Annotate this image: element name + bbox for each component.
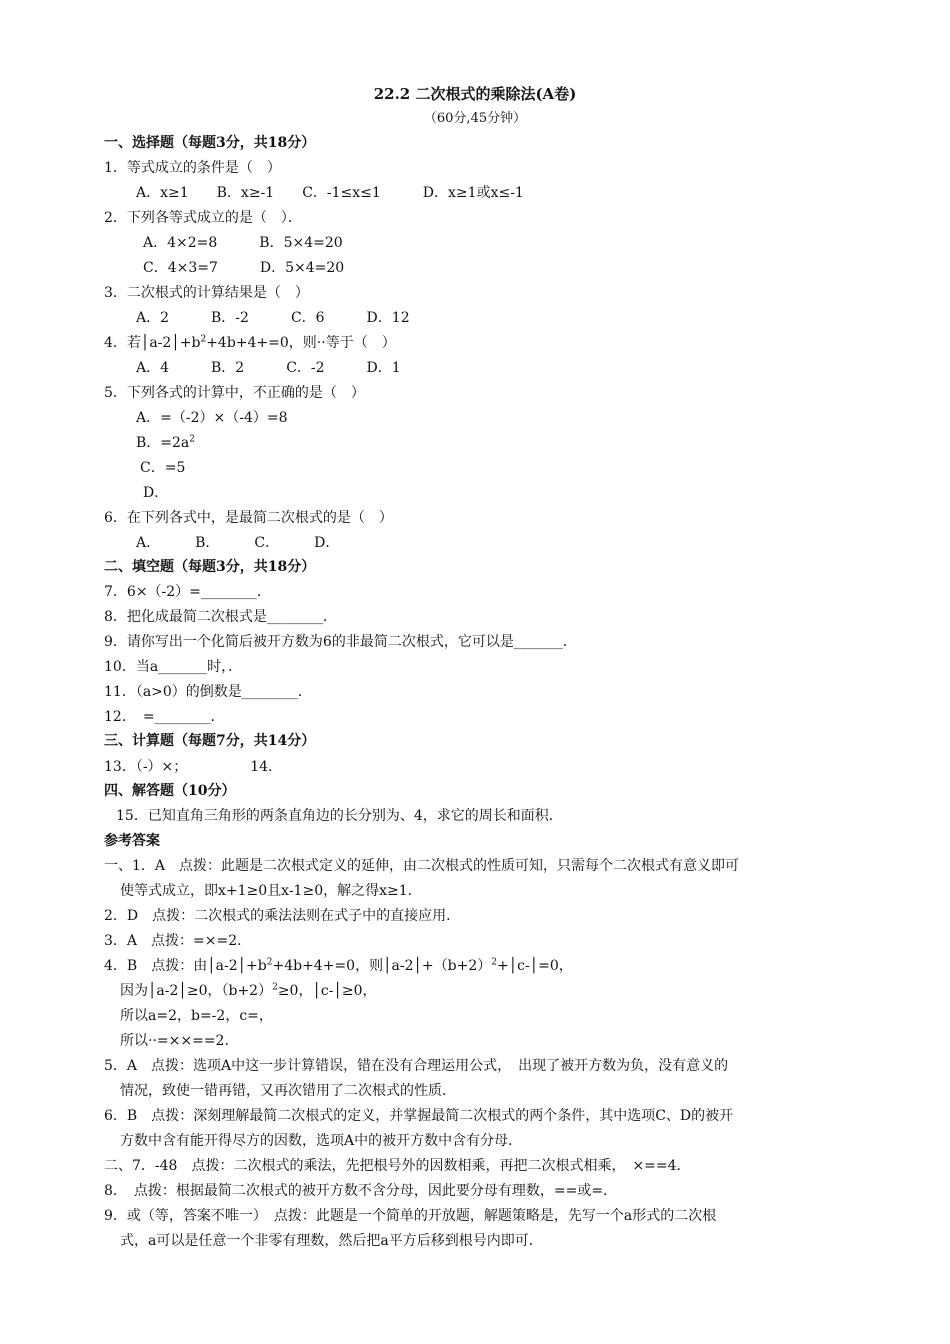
answer-4-line1-exponent2: 2 [491, 957, 497, 968]
section-heading-solve: 四、解答题（10分） [104, 783, 236, 799]
question-2-options-row1: A．4×2=8 B．5×4=20 [143, 235, 343, 251]
question-2-options-row2: C．4×3=7 D．5×4=20 [143, 260, 345, 276]
answer-4-line2-part2: ≥0，│c-│≥0， [277, 983, 377, 999]
answer-1-line2: 使等式成立，即x+1≥0且x-1≥0，解之得x≥1． [120, 883, 422, 899]
answer-5-line1: 5．A 点拨：选项A中这一步计算错误，错在没有合理运用公式， 出现了被开方数为负，没有意义的 [104, 1058, 729, 1074]
question-1: 1．等式成立的条件是（ ） [104, 160, 281, 176]
question-5: 5．下列各式的计算中，不正确的是（ ） [104, 385, 365, 401]
answer-6-line2: 方数中含有能开得尽方的因数，选项A中的被开方数中含有分母． [120, 1133, 523, 1149]
section-heading-answers: 参考答案 [104, 833, 160, 849]
question-5-option-a: A．=（-2）×（-4）=8 [136, 410, 288, 426]
answer-7: 二、7．-48 点拨：二次根式的乘法，先把根号外的因数相乘，再把二次根式相乘， ×==4． [104, 1158, 691, 1174]
question-15: 15．已知直角三角形的两条直角边的长分别为、4，求它的周长和面积． [116, 808, 563, 824]
question-2: 2．下列各等式成立的是（ ）． [104, 210, 302, 226]
question-4-part1: 4．若│a-2│+b [104, 335, 201, 351]
question-11: 11．（a>0）的倒数是________． [104, 684, 312, 700]
section-heading-fill: 二、填空题（每题3分，共18分） [104, 559, 316, 575]
answer-4-line3: 所以a=2，b=-2，c=， [120, 1008, 273, 1024]
page-subtitle: （60分,45分钟） [423, 111, 527, 126]
question-4-exponent: 2 [200, 334, 207, 345]
page-title: 22.2 二次根式的乘除法(A卷) [373, 85, 577, 103]
question-4-part2: +4b+4+=0，则··等于（ ） [206, 335, 396, 351]
answer-9-line1: 9．或（等，答案不唯一） 点拨：此题是一个简单的开放题，解题策略是，先写一个a形式的二次根 [104, 1208, 717, 1224]
answer-5-line2: 情况，致使一错再错，又再次错用了二次根式的性质． [120, 1083, 456, 1099]
answer-3: 3．A 点拨：=×=2． [104, 933, 252, 949]
answer-4-line1-part2: +4b+4+=0，则│a-2│+（b+2） [272, 958, 492, 974]
answer-4-line1-part1: 4．B 点拨：由│a-2│+b [104, 958, 267, 974]
section-heading-choice: 一、选择题（每题3分，共18分） [104, 135, 316, 151]
answer-4-line1-exponent1: 2 [266, 957, 273, 968]
question-3-options: A．2 B．-2 C．6 D．12 [136, 310, 410, 326]
answer-4-line2 [120, 981, 377, 1001]
answer-4-line2-exponent: 2 [272, 982, 278, 993]
question-6: 6．在下列各式中，是最简二次根式的是（ ） [104, 510, 393, 526]
section-heading-calc: 三、计算题（每题7分，共14分） [104, 733, 316, 749]
answer-4-line1-part3: +│c-│=0， [496, 958, 573, 974]
answer-6-line1: 6．B 点拨：深刻理解最简二次根式的定义，并掌握最简二次根式的两个条件，其中选项C、D的被开 [104, 1108, 734, 1124]
question-5-option-b-text: B．=2a [136, 435, 190, 451]
question-4-options: A．4 B．2 C．-2 D．1 [136, 360, 401, 376]
answer-4-line4: 所以··=××==2． [120, 1033, 239, 1049]
question-5-option-b-exponent: 2 [189, 434, 196, 445]
question-4 [104, 333, 396, 353]
answer-9-line2: 式，a可以是任意一个非零有理数，然后把a平方后移到根号内即可． [120, 1233, 543, 1249]
question-1-options: A．x≥1 B．x≥-1 C．-1≤x≤1 D．x≥1或x≤-1 [136, 185, 524, 201]
question-12: 12． =________． [104, 709, 225, 725]
answer-8: 8． 点拨：根据最简二次根式的被开方数不含分母，因此要分母有理数，==或=． [104, 1183, 618, 1199]
answer-1-line1: 一、1．A 点拨：此题是二次根式定义的延伸，由二次根式的性质可知，只需每个二次根式有意义即可 [104, 858, 740, 874]
question-10: 10．当a_______时，． [104, 659, 243, 675]
question-6-options: A． B． C． D． [136, 535, 340, 551]
answer-4-line2-part1: 因为│a-2│≥0，（b+2） [120, 983, 273, 999]
answer-4-line1 [104, 956, 573, 976]
question-13-14: 13．（-）×； 14． [104, 759, 283, 775]
question-5-option-b [136, 433, 195, 453]
question-9: 9．请你写出一个化简后被开方数为6的非最简二次根式，它可以是_______． [104, 634, 577, 650]
question-7: 7．6×（-2）=________． [104, 584, 271, 600]
question-5-option-c: C．=5 [140, 460, 186, 476]
question-8: 8．把化成最简二次根式是________． [104, 609, 337, 625]
answer-2: 2．D 点拨：二次根式的乘法法则在式子中的直接应用． [104, 908, 461, 924]
question-5-option-d: D． [143, 485, 169, 501]
question-3: 3．二次根式的计算结果是（ ） [104, 285, 309, 301]
